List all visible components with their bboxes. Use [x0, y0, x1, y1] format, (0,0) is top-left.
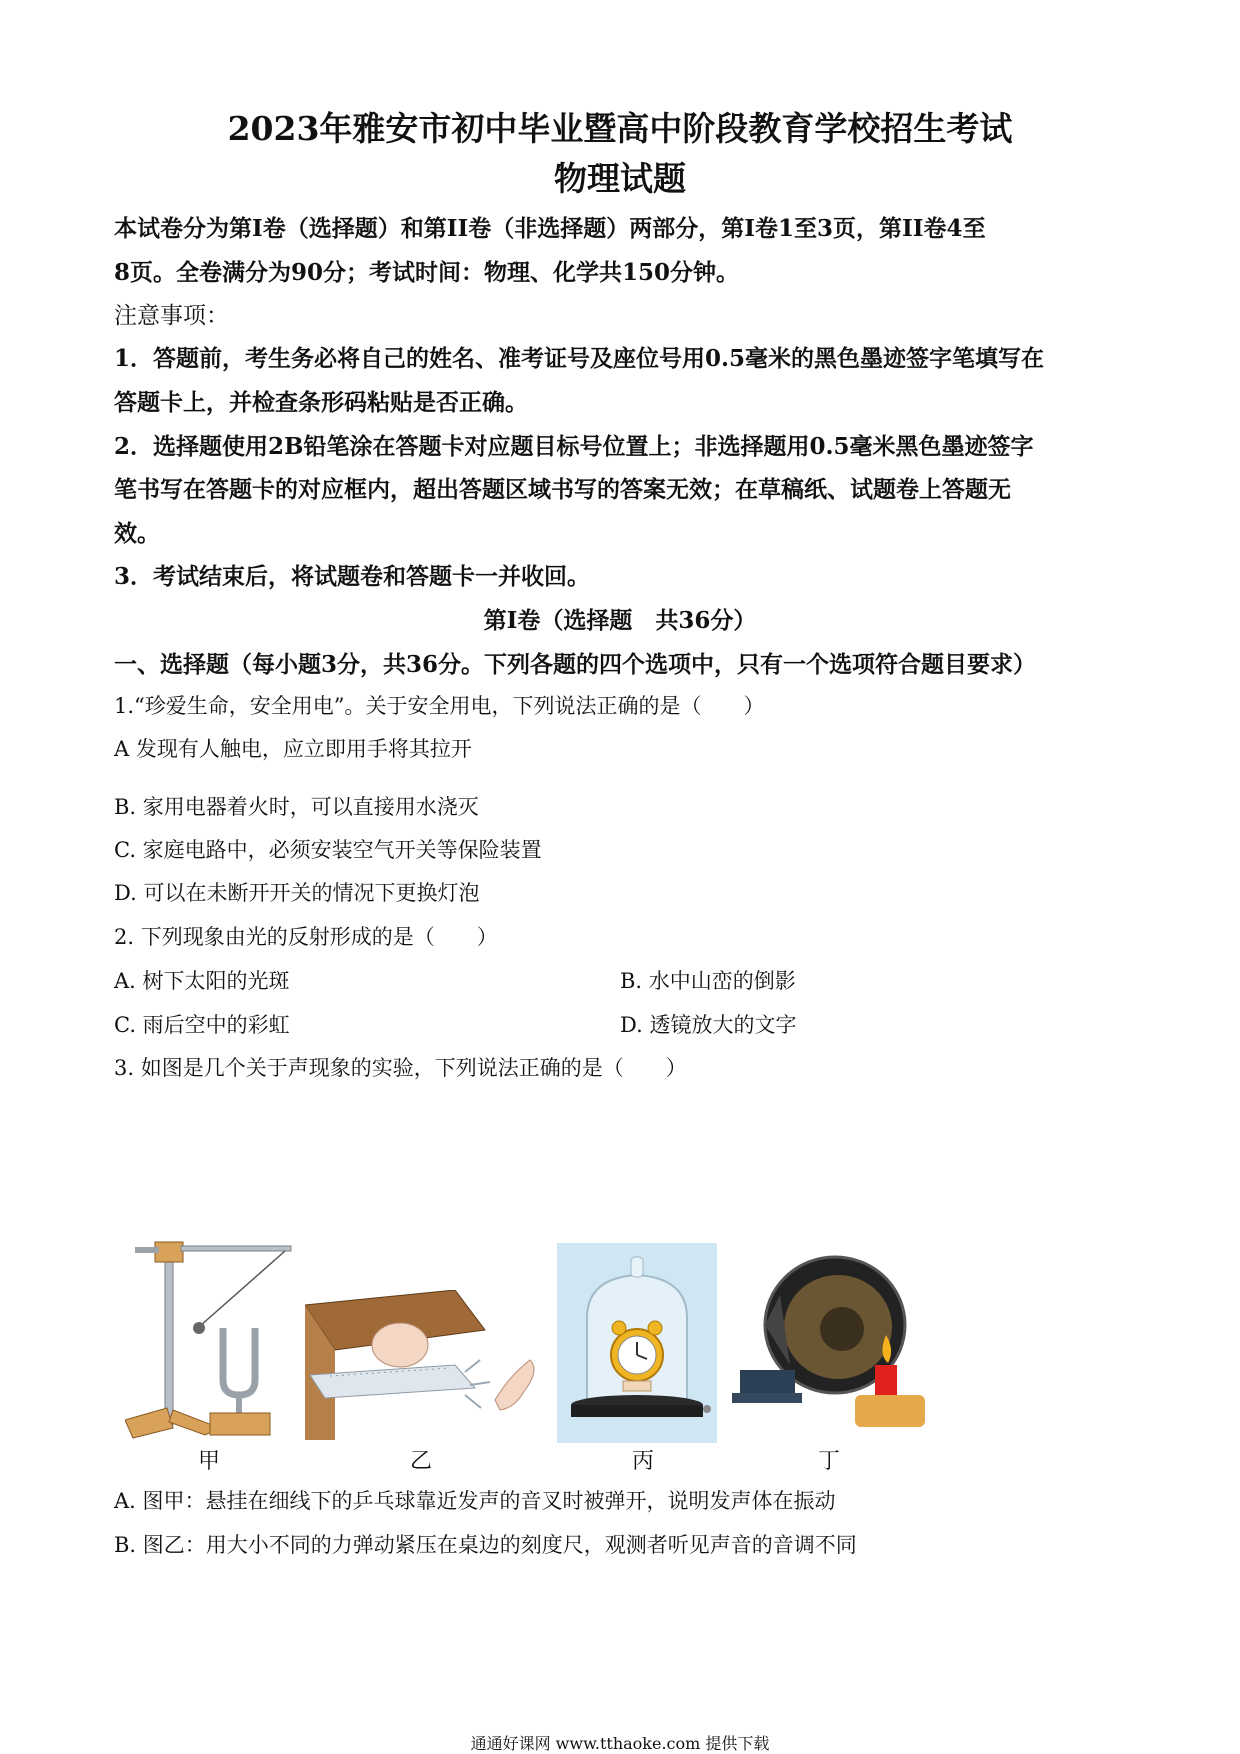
exam-subtitle: 物理试题: [554, 159, 686, 198]
question-2-option-c: C. 雨后空中的彩虹: [114, 1013, 290, 1037]
figure-yi-ruler: [305, 1290, 545, 1440]
question-1-stem: 1.“珍爱生命，安全用电”。关于安全用电，下列说法正确的是（ ）: [114, 694, 765, 718]
figure-jia-tuning-fork: [125, 1230, 295, 1440]
section-instructions: 一、选择题（每小题3分，共36分。下列各题的四个选项中，只有一个选项符合题目要求）: [114, 651, 1037, 678]
question-3-option-b: B. 图乙：用大小不同的力弹动紧压在桌边的刻度尺，观测者听见声音的音调不同: [114, 1533, 857, 1557]
note-3: 3．考试结束后，将试题卷和答题卡一并收回。: [114, 563, 591, 590]
figure-caption-ding: 丁: [818, 1449, 841, 1474]
question-3-option-a: A. 图甲：悬挂在细线下的乒乓球靠近发声的音叉时被弹开，说明发声体在振动: [114, 1489, 836, 1513]
figure-ding-speaker-candle: [730, 1255, 940, 1430]
figure-bing-bell-jar: [557, 1243, 717, 1443]
intro-line-2: 8页。全卷满分为90分；考试时间：物理、化学共150分钟。: [114, 259, 740, 286]
figure-caption-jia: 甲: [198, 1449, 221, 1474]
question-3-stem: 3. 如图是几个关于声现象的实验，下列说法正确的是（ ）: [114, 1056, 687, 1080]
question-1-option-c: C. 家庭电路中，必须安装空气开关等保险装置: [114, 838, 542, 862]
notes-heading: 注意事项：: [114, 303, 229, 329]
note-2-line-2: 笔书写在答题卡的对应框内，超出答题区域书写的答案无效；在草稿纸、试题卷上答题无: [114, 476, 1011, 503]
question-1-option-b: B. 家用电器着火时，可以直接用水浇灭: [114, 795, 479, 819]
question-2-stem: 2. 下列现象由光的反射形成的是（ ）: [114, 925, 498, 949]
figure-caption-bing: 丙: [632, 1449, 655, 1474]
note-1-line-2: 答题卡上，并检查条形码粘贴是否正确。: [114, 389, 528, 416]
note-2-line-1: 2．选择题使用2B铅笔涂在答题卡对应题目标号位置上；非选择题用0.5毫米黑色墨迹签字: [114, 433, 1034, 460]
question-1-option-d: D. 可以在未断开开关的情况下更换灯泡: [114, 881, 480, 905]
intro-line-1: 本试卷分为第I卷（选择题）和第II卷（非选择题）两部分，第I卷1至3页，第II卷4至: [114, 215, 986, 242]
footer-source: 通通好课网 www.tthaoke.com 提供下载: [470, 1734, 770, 1753]
figure-caption-yi: 乙: [410, 1449, 433, 1474]
note-2-line-3: 效。: [114, 520, 160, 547]
question-2-option-a: A. 树下太阳的光斑: [114, 969, 290, 993]
note-1-line-1: 1．答题前，考生务必将自己的姓名、准考证号及座位号用0.5毫米的黑色墨迹签字笔填写在: [114, 345, 1045, 372]
exam-title: 2023年雅安市初中毕业暨高中阶段教育学校招生考试: [227, 109, 1013, 148]
question-2-option-b: B. 水中山峦的倒影: [620, 969, 796, 993]
section-title: 第I卷（选择题 共36分）: [483, 607, 757, 634]
question-2-option-d: D. 透镜放大的文字: [620, 1013, 797, 1037]
question-1-option-a: A 发现有人触电，应立即用手将其拉开: [114, 737, 472, 761]
